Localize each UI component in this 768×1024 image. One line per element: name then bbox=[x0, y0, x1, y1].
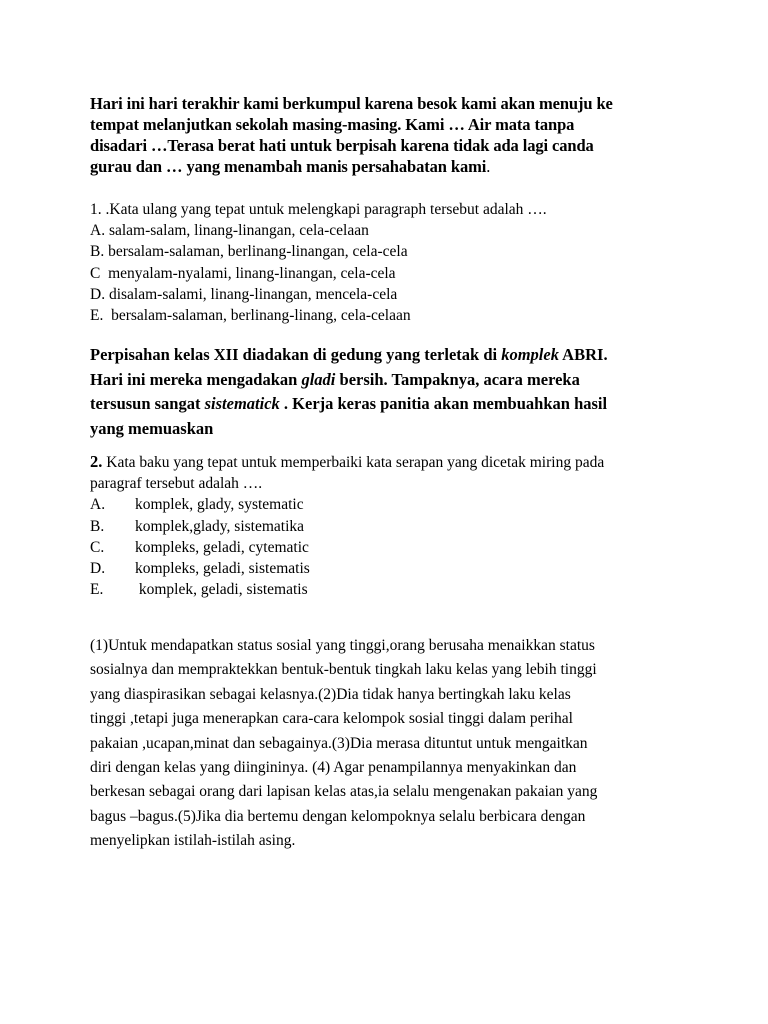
question-1-option-d: D. disalam-salami, linang-linangan, mencela-cela bbox=[90, 285, 398, 303]
question-2-option-a bbox=[90, 494, 690, 515]
question-2-option-e bbox=[90, 579, 690, 600]
passage-3-line: yang diaspirasikan sebagai kelasnya.(2)Dia tidak hanya bertingkah laku kelas bbox=[90, 685, 571, 703]
question-2-stem bbox=[90, 451, 690, 473]
passage-3-line: berkesan sebagai orang dari lapisan kelas atas,ia selalu mengenakan pakaian yang bbox=[90, 783, 598, 801]
passage-2-line bbox=[90, 368, 690, 393]
passage-3-line: sosialnya dan mempraktekkan bentuk-bentuk tingkah laku kelas yang lebih tinggi bbox=[90, 661, 597, 679]
question-2 bbox=[90, 451, 690, 600]
italic-word-gladi: gladi bbox=[301, 369, 336, 389]
question-2-stem-text: Kata baku yang tepat untuk memperbaiki kata serapan yang dicetak miring pada bbox=[102, 454, 605, 471]
passage-1-line: tempat melanjutkan sekolah masing-masing. Kami … Air mata tanpa bbox=[90, 115, 575, 134]
passage-2-line bbox=[90, 392, 690, 417]
option-letter: E. bbox=[90, 581, 104, 599]
option-text: kompleks, geladi, sistematis bbox=[135, 560, 310, 578]
question-1-option-b: B. bersalam-salaman, berlinang-linangan, cela-cela bbox=[90, 243, 408, 261]
italic-word-komplek: komplek bbox=[501, 345, 559, 364]
option-text: komplek, geladi, sistematis bbox=[135, 581, 308, 599]
passage-1-end-mark: . bbox=[486, 157, 491, 176]
passage-1-line: disadari …Terasa berat hati untuk berpisah karena tidak ada lagi canda bbox=[90, 136, 594, 155]
question-2-option-b bbox=[90, 516, 690, 537]
option-text: komplek, glady, systematic bbox=[135, 496, 304, 514]
question-2-option-d bbox=[90, 558, 690, 579]
italic-word-sistematick: sistematick bbox=[204, 394, 280, 413]
option-letter: A. bbox=[90, 496, 106, 514]
passage-2-text: . Kerja keras panitia akan membuahkan hasil bbox=[279, 394, 608, 413]
question-2-option-c bbox=[90, 537, 690, 558]
passage-2-text: Perpisahan kelas XII diadakan di gedung yang terletak di bbox=[90, 345, 502, 364]
passage-3-line: bagus –bagus.(5)Jika dia bertemu dengan kelompoknya selalu berbicara dengan bbox=[90, 807, 586, 825]
passage-2-text: Hari ini mereka mengadakan bbox=[90, 369, 302, 389]
passage-1-line-text: gurau dan … yang menambah manis persahabatan kami bbox=[90, 157, 487, 176]
passage-3-line: menyelipkan istilah-istilah asing. bbox=[90, 832, 296, 850]
question-1 bbox=[90, 199, 690, 326]
passage-2-text: ABRI. bbox=[558, 345, 608, 364]
passage-3-line: tinggi ,tetapi juga menerapkan cara-cara kelompok sosial tinggi dalam perihal bbox=[90, 710, 573, 728]
passage-2-text: bersih. Tampaknya, acara mereka bbox=[335, 369, 580, 389]
passage-1-line bbox=[90, 156, 690, 177]
passage-2-line bbox=[90, 343, 690, 368]
passage-3-line: pakaian ,ucapan,minat dan sebagainya.(3)Dia merasa dituntut untuk mengaitkan bbox=[90, 734, 588, 752]
question-1-option-c: C menyalam-nyalami, linang-linangan, cela-cela bbox=[90, 264, 396, 282]
option-letter: D. bbox=[90, 560, 106, 578]
passage-1-line: Hari ini hari terakhir kami berkumpul karena besok kami akan menuju ke bbox=[90, 94, 613, 113]
passage-2-text: tersusun sangat bbox=[90, 394, 205, 413]
question-1-option-a: A. salam-salam, linang-linangan, cela-celaan bbox=[90, 222, 369, 240]
question-1-stem: 1. .Kata ulang yang tepat untuk melengkapi paragraph tersebut adalah …. bbox=[90, 201, 547, 218]
passage-1 bbox=[90, 93, 690, 177]
question-1-option-e: E. bersalam-salaman, berlinang-linang, cela-celaan bbox=[90, 307, 411, 325]
question-2-stem-cont: paragraf tersebut adalah …. bbox=[90, 475, 263, 493]
passage-3 bbox=[90, 634, 700, 854]
passage-3-line: (1)Untuk mendapatkan status sosial yang tinggi,orang berusaha menaikkan status bbox=[90, 637, 595, 654]
passage-3-line: diri dengan kelas yang diingininya. (4) Agar penampilannya menyakinkan dan bbox=[90, 759, 577, 777]
passage-2 bbox=[90, 343, 690, 441]
option-letter: C. bbox=[90, 538, 105, 556]
passage-2-line: yang memuaskan bbox=[90, 418, 214, 438]
option-letter: B. bbox=[90, 517, 105, 535]
option-text: kompleks, geladi, cytematic bbox=[135, 538, 309, 556]
question-2-number: 2. bbox=[90, 452, 103, 471]
option-text: komplek,glady, sistematika bbox=[135, 517, 305, 535]
